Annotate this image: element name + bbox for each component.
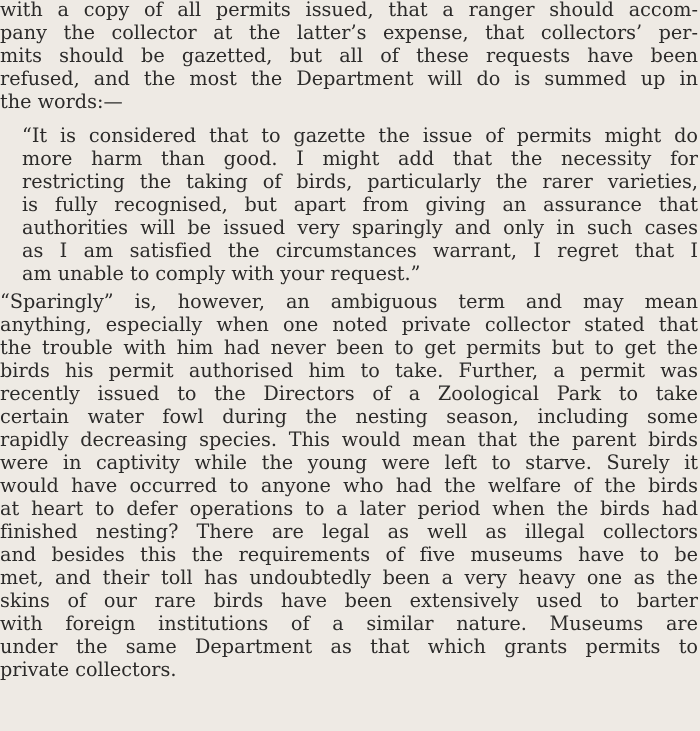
quote-line: more harm than good. I might add that the necessity for [22, 147, 698, 170]
lead-line: the words:— [0, 90, 123, 113]
quote-line: “It is considered that to gazette the issue of permits might do [22, 124, 699, 147]
body-line: and besides this the requirements of five museums have to be [0, 543, 698, 566]
body-line: with foreign institutions of a similar nature. Museums are [0, 612, 698, 635]
body-line: the trouble with him had never been to get permits but to get the [0, 336, 698, 359]
quote-line: as I am satisfied the circumstances warrant, I regret that I [22, 239, 698, 262]
lead-line: refused, and the most the Department will do is summed up in [0, 67, 698, 90]
body-line: anything, especially when one noted private collector stated that [0, 313, 698, 336]
quote-line: authorities will be issued very sparingly and only in such cases [22, 216, 698, 239]
body-line: would have occurred to anyone who had the welfare of the birds [0, 474, 698, 497]
lead-line: mits should be gazetted, but all of these requests have been [0, 44, 698, 67]
body-line: recently issued to the Directors of a Zoological Park to take [0, 382, 698, 405]
quote-line: restricting the taking of birds, particularly the rarer varieties, [22, 170, 698, 193]
body-line: birds his permit authorised him to take. Further, a permit was [0, 359, 698, 382]
quote-line: am unable to comply with your request.” [22, 262, 421, 285]
body-line: were in captivity while the young were left to starve. Surely it [0, 451, 698, 474]
body-line: skins of our rare birds have been extensively used to barter [0, 589, 698, 612]
body-line: rapidly decreasing species. This would mean that the parent birds [0, 428, 698, 451]
body-line: private collectors. [0, 658, 177, 681]
body-line: met, and their toll has undoubtedly been a very heavy one as the [0, 566, 698, 589]
body-line: certain water fowl during the nesting season, including some [0, 405, 698, 428]
lead-line: pany the collector at the latter’s expense, that collectors’ per- [0, 21, 698, 44]
lead-line: with a copy of all permits issued, that a ranger should accom- [0, 0, 698, 21]
body-line: at heart to defer operations to a later period when the birds had [0, 497, 698, 520]
quote-line: is fully recognised, but apart from giving an assurance that [22, 193, 698, 216]
body-line: “Sparingly” is, however, an ambiguous term and may mean [0, 290, 698, 313]
body-line: under the same Department as that which grants permits to [0, 635, 698, 658]
body-line: finished nesting? There are legal as well as illegal collectors [0, 520, 698, 543]
